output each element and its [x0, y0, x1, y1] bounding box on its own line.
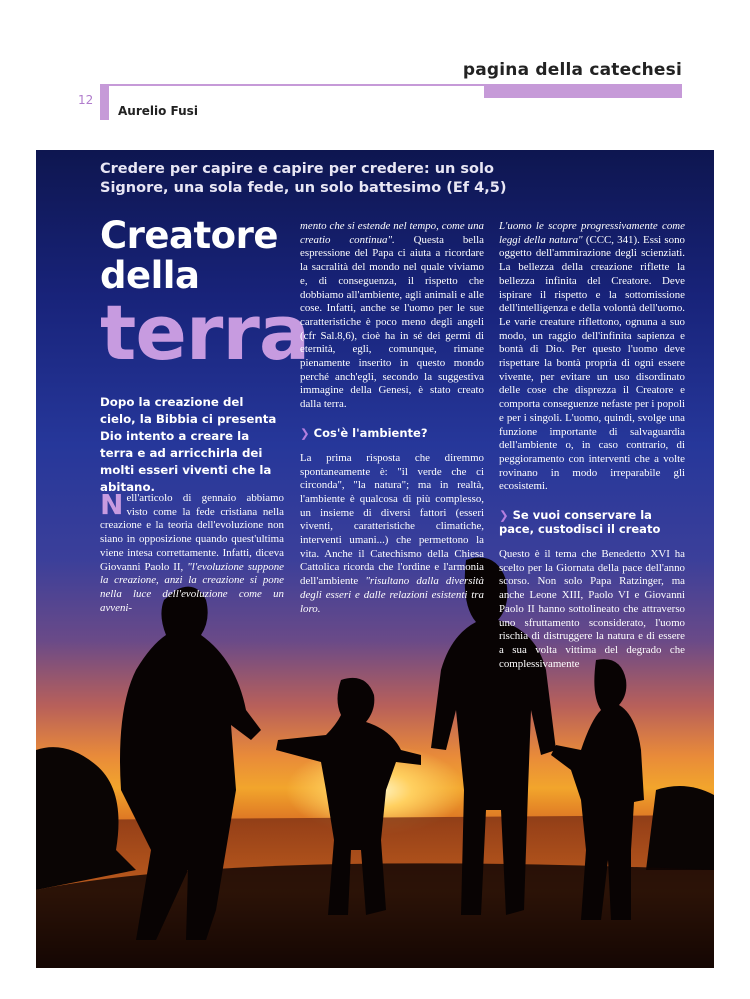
- col3-quote-cont: L'uomo le scopre progressivamente come leggi della natura": [499, 220, 685, 246]
- col1-text: ell'articolo di gennaio abbiamo visto come la fede cristiana nella creazione e la teoria dell'evoluzione non siano in opposizione quando quest'ultima viene intesa correttamente. Infatti, diceva Giovanni Paolo II,: [100, 492, 284, 573]
- chevron-right-icon: ❯: [499, 508, 509, 523]
- article-column-3: [499, 220, 685, 671]
- author-name: Aurelio Fusi: [118, 104, 198, 118]
- section-title: pagina della catechesi: [462, 60, 682, 80]
- chevron-right-icon: ❯: [300, 425, 310, 440]
- article-column-2: [300, 220, 484, 616]
- article-subtitle: Credere per capire e capire per credere: un solo Signore, una sola fede, un solo battesimo (Ef 4,5): [100, 161, 507, 196]
- title-line-3: terra: [100, 288, 310, 377]
- col3-text: (CCC, 341). Essi sono oggetto dell'ammirazione degli scienziati. La bellezza della creazione riflette la bellezza infinita del Creatore. Deve ispirare il rispetto e la sottomissione dell'intelligenza e della volontà dell'uomo. Le varie creature riflettono, ognuna a suo modo, un raggio dell'infinita sapienza e bontà di Dio. Per questo l'uomo deve rispettare la bontà propria di ogni essere vivente, per evitare un uso disordinato delle cose che disprezza il Creatore e comporta conseguenze nefaste per i popoli e per i singoli. L'uomo, quindi, svolge una funzione importante di salvaguardia dell'ambiente o, in caso contrario, di peggioramento con interventi che a volte rovinano in modo irreparabile gli ecosistemi.: [499, 233, 685, 493]
- col3-text-2: Questo è il tema che Benedetto XVI ha scelto per la Giornata della pace dell'anno scorso. Non solo Papa Ratzinger, ma anche Leone XIII, Paolo VI e Giovanni Paolo II hanno sottolineato che attraverso uno sfruttamento sconsiderato, l'uomo rischia di distruggere la natura e di essere a sua volta vittima del degrado che complessivamente: [499, 548, 685, 670]
- author-accent-bar: [100, 86, 109, 120]
- article-title: [100, 214, 310, 377]
- section-heading-text: Cos'è l'ambiente?: [313, 425, 428, 440]
- section-heading-pace: [499, 508, 685, 536]
- section-heading-ambiente: [300, 426, 484, 440]
- col2-quote-2: "risultano dalla diversità degli esseri e dalle relazioni esistenti tra loro.: [300, 575, 484, 615]
- drop-cap: N: [100, 488, 124, 521]
- article-lead: Dopo la creazione del cielo, la Bibbia ci presenta Dio intento a creare la terra e ad arricchirla dei molti esseri viventi che la abitano.: [100, 395, 277, 494]
- section-heading-text: Se vuoi conservare la pace, custodisci il creato: [499, 508, 661, 537]
- col1-quote: "l'evoluzione suppone la creazione, anzi la creazione si pone nella luce dell'evoluzione come un avveni-: [100, 560, 285, 614]
- col2-text-2: La prima risposta che diremmo spontaneamente è: "il verde che ci circonda", "la natura"; ma in realtà, l'ambiente è qualcosa di più complesso, un insieme di diversi fattori (esseri viventi, caratteristiche climatiche, interventi umani...) che permettono la vita. Anche il Catechismo della Chiesa Cattolica ricorda che l'ordine e l'armonia dell'ambiente: [300, 451, 484, 588]
- title-line-1: Creatore: [100, 214, 278, 257]
- title-line-2: della: [100, 254, 200, 297]
- page-number: 12: [78, 93, 94, 107]
- article-panel: [36, 150, 714, 968]
- article-column-1: [100, 488, 285, 615]
- col2-text: Questa bella espressione del Papa ci aiuta a ricordare la sacralità del mondo nel quale viviamo e, di conseguenza, il rispetto che dobbiamo all'ambiente, agli animali e alle cose. Infatti, anche se l'uomo per le sue caratteristiche è poco meno degli angeli (cfr Sal.8,6), cioè ha in sé dei germi di eternità, egli, comunque, rimane pienamente inserito in questo mondo perché anch'egli, secondo la suggestiva immagine della Genesi, è stato creato dalla terra.: [300, 233, 484, 411]
- header-color-block: [484, 86, 682, 98]
- col2-quote-cont: mento che si estende nel tempo, come una creatio continua".: [300, 220, 484, 246]
